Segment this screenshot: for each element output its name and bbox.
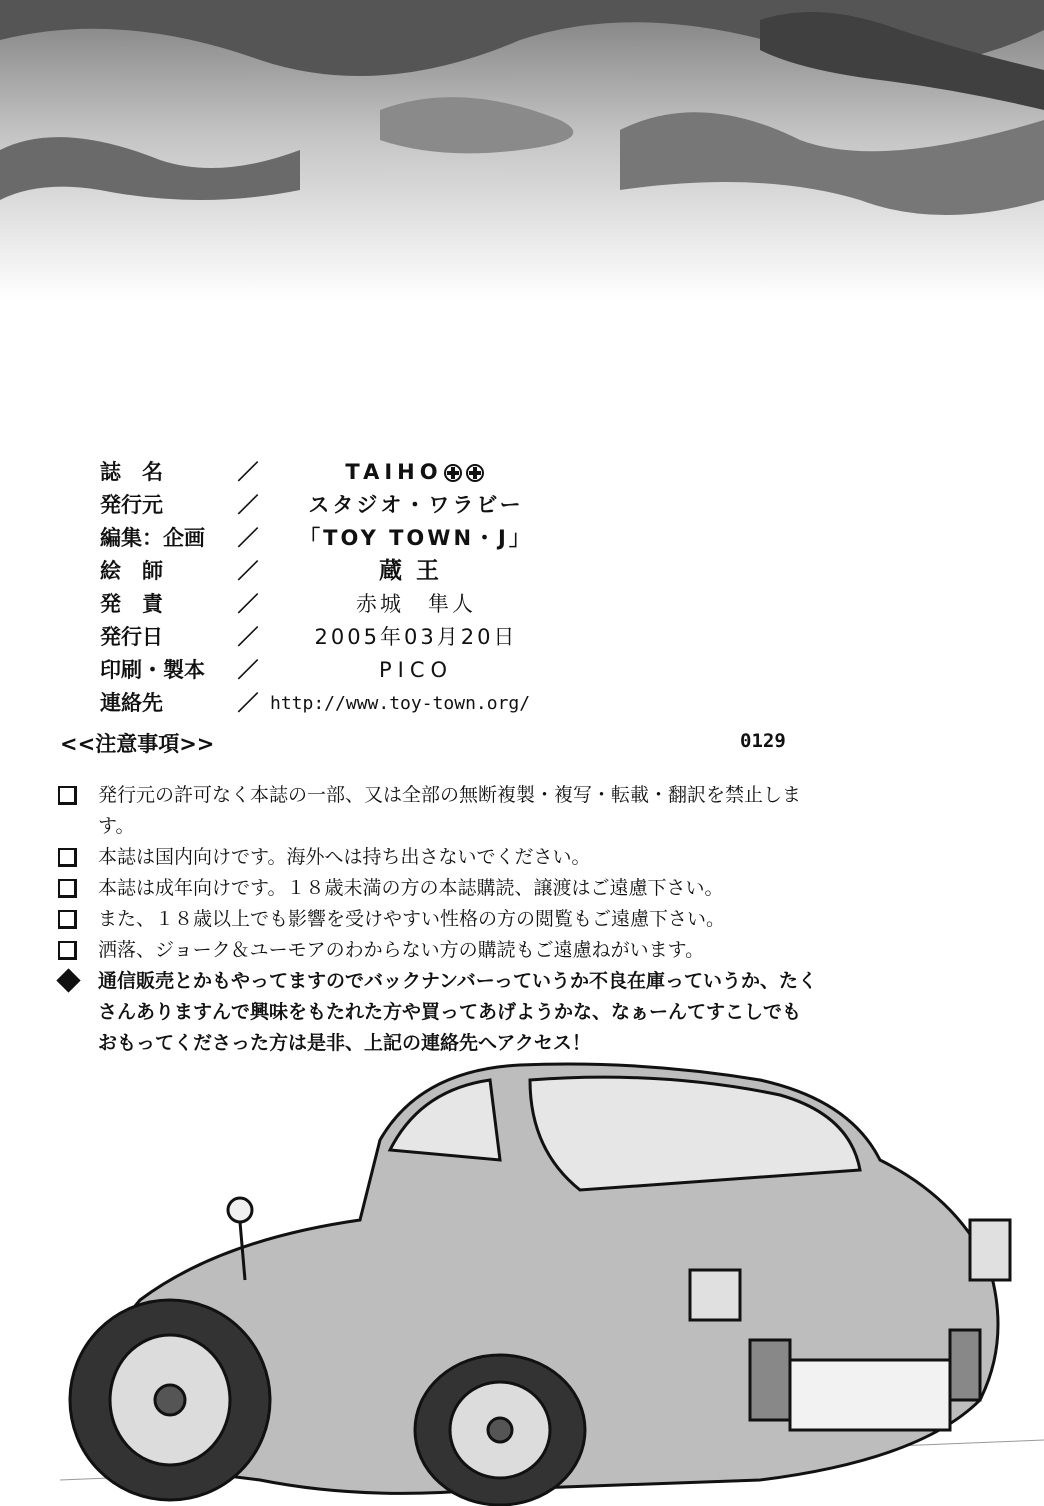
checkbox-square-icon xyxy=(58,935,98,966)
colophon-key xyxy=(100,489,228,522)
colophon-key-text: 発 責 xyxy=(100,592,163,616)
colophon-row-responsible xyxy=(100,588,570,621)
colophon-sep: ／ xyxy=(237,691,259,715)
colophon-row-artist xyxy=(100,555,570,588)
notice-list xyxy=(58,780,858,1059)
colophon-key-text: 発行日 xyxy=(100,625,163,649)
colophon-value: 蔵王 xyxy=(379,558,453,584)
checkbox-square-icon xyxy=(58,780,98,842)
colophon-key xyxy=(100,687,228,720)
checkbox-square-icon xyxy=(58,842,98,873)
colophon-key-text: 誌 名 xyxy=(100,460,163,484)
notice-text: 洒落、ジョーク＆ユーモアのわからない方の購読もご遠慮ねがいます。 xyxy=(98,939,705,961)
colophon-key xyxy=(100,621,228,654)
colophon-row-contact xyxy=(100,687,570,720)
promo-text: 通信販売とかもやってますのでバックナンバーっていうか不良在庫っていうか、たくさんありますんで興味をもたれた方や買ってあげようかな、なぁーんてすこしでもおもってくださった方は是非、上記の連絡先へアクセス！ xyxy=(98,970,817,1054)
sports-car-illustration xyxy=(60,1040,1044,1506)
colophon xyxy=(100,456,570,720)
checkbox-square-icon xyxy=(58,873,98,904)
colophon-value xyxy=(266,456,566,489)
notice-item xyxy=(58,873,858,904)
notice-text: 発行元の許可なく本誌の一部、又は全部の無断複製・複写・転載・翻訳を禁止します。 xyxy=(98,784,802,837)
colophon-key xyxy=(100,522,228,555)
colophon-row-title xyxy=(100,456,570,489)
notice-heading: <<注意事項>> xyxy=(60,732,215,756)
colophon-sep: ／ xyxy=(237,460,259,484)
notice-item xyxy=(58,842,858,873)
notice-item xyxy=(58,780,858,842)
colophon-key xyxy=(100,588,228,621)
colophon-key xyxy=(100,654,228,687)
colophon-row-date xyxy=(100,621,570,654)
sky-clouds-illustration xyxy=(0,0,1044,300)
colophon-value-text: TAIHO xyxy=(345,460,443,484)
notice-item xyxy=(58,904,858,935)
contact-url-link[interactable]: http://www.toy-town.org/ xyxy=(270,693,531,714)
page-code: 0129 xyxy=(740,730,786,752)
notice-item xyxy=(58,935,858,966)
colophon-row-printer xyxy=(100,654,570,687)
plus-plus-logo-icon xyxy=(443,463,487,483)
colophon-value: 「TOY TOWN・J」 xyxy=(299,526,533,550)
colophon-key xyxy=(100,456,228,489)
colophon-key-text: 印刷・製本 xyxy=(100,658,205,682)
colophon-sep: ／ xyxy=(237,592,259,616)
notice-text: また、１８歳以上でも影響を受けやすい性格の方の閲覧もご遠慮下さい。 xyxy=(98,908,726,930)
colophon-key-text: 絵 師 xyxy=(100,559,163,583)
colophon-sep: ／ xyxy=(237,559,259,583)
colophon-key-text: 編集：企画 xyxy=(100,526,205,550)
colophon-row-publisher xyxy=(100,489,570,522)
notice-text: 本誌は成年向けです。１８歳未満の方の本誌購読、譲渡はご遠慮下さい。 xyxy=(98,877,724,899)
notice-text: 本誌は国内向けです。海外へは持ち出さないでください。 xyxy=(98,846,591,868)
colophon-sep: ／ xyxy=(237,658,259,682)
colophon-value: 赤城 隼人 xyxy=(356,592,476,616)
colophon-key xyxy=(100,555,228,588)
colophon-key-text: 発行元 xyxy=(100,493,163,517)
colophon-value: PICO xyxy=(378,658,454,682)
checkbox-square-icon xyxy=(58,904,98,935)
colophon-value: 2005年03月20日 xyxy=(314,625,518,649)
colophon-key-text: 連絡先 xyxy=(100,691,163,715)
colophon-row-editor xyxy=(100,522,570,555)
colophon-value: スタジオ・ワラビー xyxy=(308,493,524,517)
colophon-sep: ／ xyxy=(237,625,259,649)
colophon-sep: ／ xyxy=(237,526,259,550)
colophon-sep: ／ xyxy=(237,493,259,517)
